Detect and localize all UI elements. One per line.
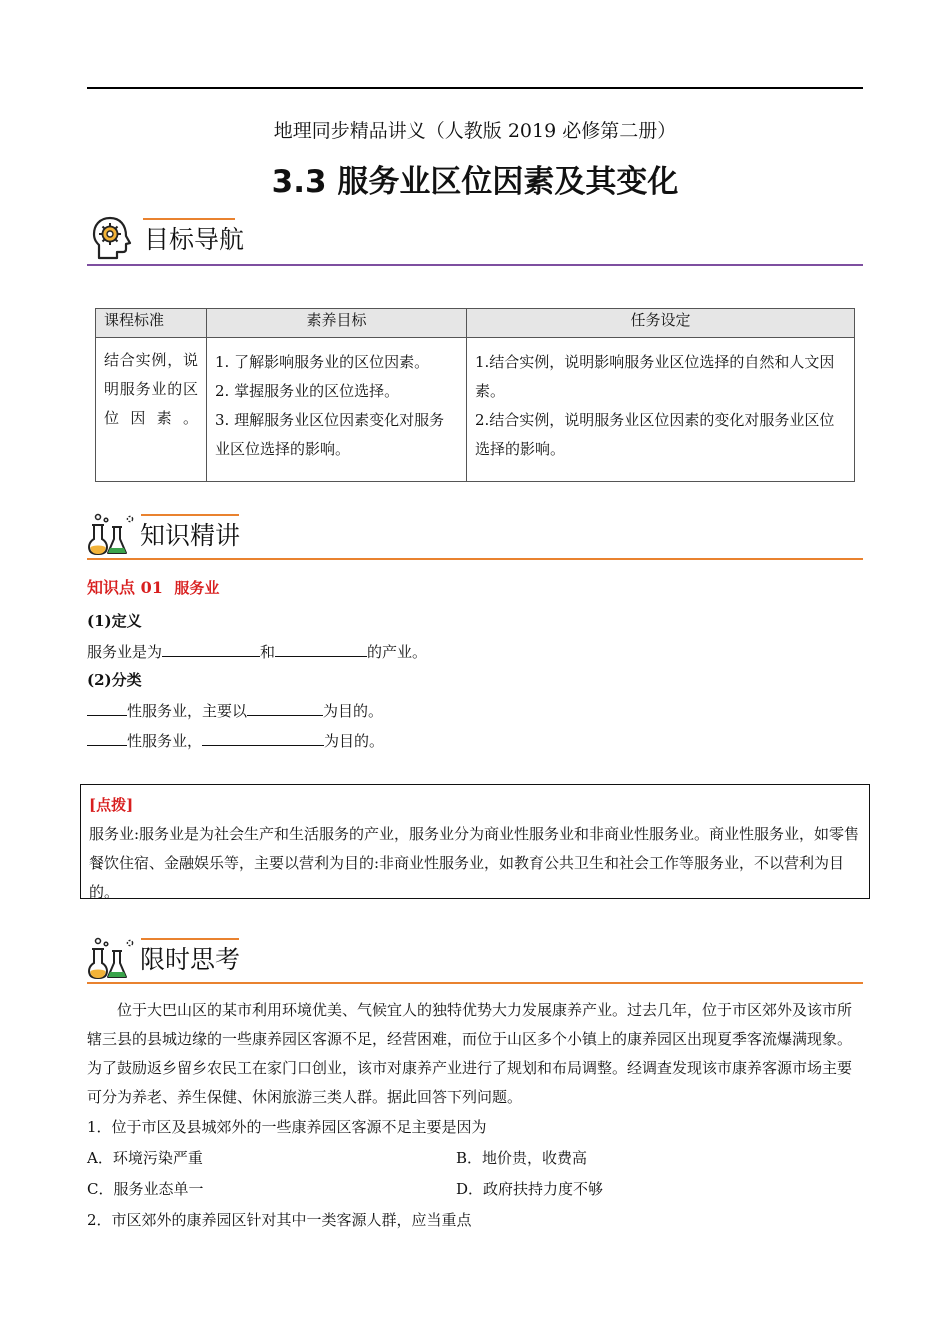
option-a[interactable]: A．环境污染严重 bbox=[87, 1149, 203, 1167]
cell-standard: 结合实例，说明服务业的区位因素。 bbox=[96, 338, 207, 482]
section-knowledge-header bbox=[86, 511, 240, 557]
cell-literacy bbox=[207, 338, 467, 482]
fill-blank[interactable] bbox=[202, 729, 324, 746]
tip-text: 服务业:服务业是为社会生产和生活服务的产业，服务业分为商业性服务业和非商业性服务业。商业性服务业，如零售 餐饮住宿、金融娱乐等，主要以营利为目的:非商业性服务业，如教育公共卫生和社会工作等服务业，不以营利为目的。 bbox=[89, 825, 860, 901]
section-thinking-label: 限时思考 bbox=[140, 945, 241, 974]
definition-text-c: 的产业。 bbox=[367, 643, 428, 661]
literacy-item: 2. 掌握服务业的区位选择。 bbox=[215, 382, 400, 400]
classification-text-b: 为目的。 bbox=[323, 702, 384, 720]
question-2: 2．市区郊外的康养园区针对其中一类客源人群，应当重点 bbox=[87, 1211, 472, 1229]
knowledge-point-name: 服务业 bbox=[174, 579, 220, 597]
lab-flask-icon bbox=[86, 511, 136, 557]
fill-blank[interactable] bbox=[87, 729, 127, 746]
classification-heading: (2)分类 bbox=[87, 671, 142, 689]
fill-blank[interactable] bbox=[162, 640, 260, 657]
fill-blank[interactable] bbox=[247, 699, 323, 716]
classification-text-a: 性服务业， bbox=[127, 732, 203, 750]
goals-table bbox=[95, 308, 855, 482]
question-1: 1．位于市区及县城郊外的一些康养园区客源不足主要是因为 bbox=[87, 1118, 487, 1136]
section-goals-header bbox=[88, 214, 244, 262]
fill-blank[interactable] bbox=[87, 699, 127, 716]
section-knowledge-rule bbox=[87, 558, 863, 560]
section-goals-rule bbox=[87, 264, 863, 266]
doc-subtitle: 地理同步精品讲义（人教版 2019 必修第二册） bbox=[273, 120, 677, 142]
section-thinking-rule bbox=[87, 982, 863, 984]
cell-tasks bbox=[467, 338, 855, 482]
definition-heading: (1)定义 bbox=[87, 612, 142, 630]
classification-line-1 bbox=[87, 699, 383, 721]
col-header-literacy: 素养目标 bbox=[207, 309, 467, 338]
goals-table-header-row bbox=[96, 309, 855, 338]
knowledge-point-label: 知识点 01 bbox=[87, 578, 163, 597]
tip-label: [点拨] bbox=[89, 796, 134, 814]
section-knowledge-label: 知识精讲 bbox=[140, 521, 241, 550]
option-b[interactable]: B．地价贵，收费高 bbox=[456, 1149, 588, 1167]
tip-box bbox=[80, 784, 870, 899]
section-thinking-accent bbox=[141, 938, 239, 940]
section-knowledge-accent bbox=[141, 514, 239, 516]
classification-line-2 bbox=[87, 729, 384, 751]
col-header-standard: 课程标准 bbox=[96, 309, 207, 338]
goals-table-row bbox=[96, 338, 855, 482]
option-d[interactable]: D．政府扶持力度不够 bbox=[456, 1180, 604, 1198]
classification-text-a: 性服务业，主要以 bbox=[127, 702, 248, 720]
doc-title: 3.3 服务业区位因素及其变化 bbox=[271, 164, 679, 200]
thinking-passage: 位于大巴山区的某市利用环境优美、气候宜人的独特优势大力发展康养产业。过去几年，位于市区郊外及该市所辖三县的县城边缘的一些康养园区客源不足，经营困难，而位于山区多个小镇上的康养园区出现夏季客流爆满现象。为了鼓励返乡留乡农民工在家门口创业，该市对康养产业进行了规划和布局调整。经调查发现该市康养客源市场主要可分为养老、养生保健、休闲旅游三类人群。据此回答下列问题。 bbox=[87, 1001, 853, 1106]
option-c[interactable]: C．服务业态单一 bbox=[87, 1180, 204, 1198]
fill-blank[interactable] bbox=[275, 640, 367, 657]
section-thinking-header bbox=[86, 935, 240, 981]
definition-text-a: 服务业是为 bbox=[87, 643, 163, 661]
section-goals-label: 目标导航 bbox=[144, 225, 245, 254]
classification-text-b: 为目的。 bbox=[324, 732, 385, 750]
literacy-item: 3. 理解服务业区位因素变化对服务业区位选择的影响。 bbox=[215, 411, 445, 458]
col-header-tasks: 任务设定 bbox=[467, 309, 855, 338]
task-item: 2.结合实例，说明服务业区位因素的变化对服务业区位选择的影响。 bbox=[475, 411, 835, 458]
top-rule bbox=[87, 87, 863, 89]
section-goals-accent bbox=[143, 218, 235, 220]
task-item: 1.结合实例，说明影响服务业区位选择的自然和人文因素。 bbox=[475, 353, 835, 400]
head-gear-icon bbox=[88, 214, 136, 262]
lab-flask-icon bbox=[86, 935, 136, 981]
knowledge-point-title bbox=[87, 575, 219, 598]
definition-text-b: 和 bbox=[260, 643, 276, 661]
definition-line bbox=[87, 640, 427, 662]
literacy-item: 1. 了解影响服务业的区位因素。 bbox=[215, 353, 430, 371]
